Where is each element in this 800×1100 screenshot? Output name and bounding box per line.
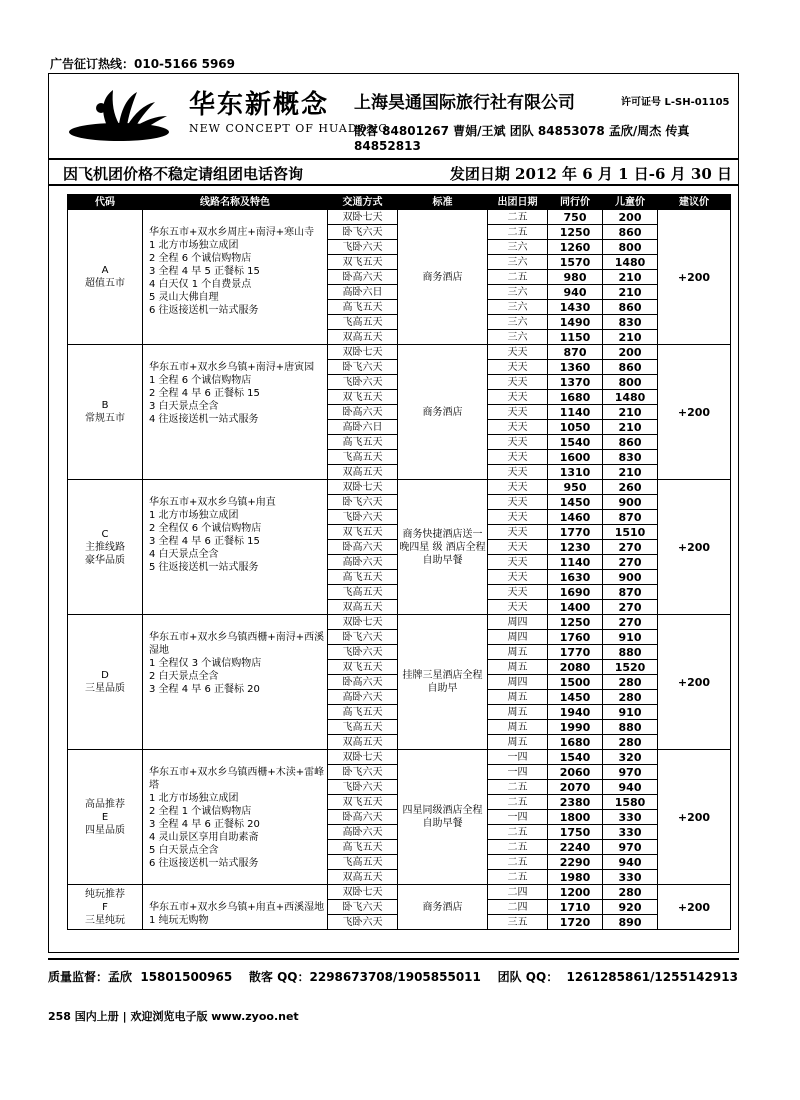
transport: 双卧七天 (328, 345, 398, 360)
route-feature: 3 全程 4 早 6 正餐标 20 (149, 819, 260, 830)
table-row (68, 210, 731, 225)
child-price: 860 (603, 225, 658, 240)
contact-numbers: 散客 84801267 曹娟/王斌 团队 84853078 孟欣/周杰 传真 84852813 (354, 124, 690, 153)
table-row (68, 345, 731, 360)
transport: 双高五天 (328, 735, 398, 750)
transport: 双卧七天 (328, 750, 398, 765)
peer-price: 1720 (548, 915, 603, 930)
route-code-line: 超值五市 (85, 278, 125, 289)
suggested-price: +200 (658, 885, 731, 930)
child-price: 280 (603, 735, 658, 750)
route-feature: 4 白天仅 1 个自费景点 (149, 279, 252, 290)
quality-supervisor: 质量监督：孟欣 15801500965 (48, 970, 233, 984)
peer-price: 1450 (548, 495, 603, 510)
route-feature: 6 往返接送机一站式服务 (149, 858, 259, 869)
peer-price: 1800 (548, 810, 603, 825)
transport: 卧飞六天 (328, 765, 398, 780)
departure-day: 一四 (488, 810, 548, 825)
hotel-standard: 商务快捷酒店送一晚四星 级 酒店全程自助早餐 (398, 480, 488, 615)
child-price: 200 (603, 210, 658, 225)
route-code (68, 615, 143, 750)
route-feature: 5 灵山大佛自理 (149, 292, 219, 303)
peer-price: 1980 (548, 870, 603, 885)
departure-day: 天天 (488, 600, 548, 615)
table-row (68, 615, 731, 630)
child-price: 970 (603, 840, 658, 855)
col-code: 代码 (68, 195, 143, 210)
departure-day: 天天 (488, 510, 548, 525)
route-feature: 1 全程仅 3 个诚信购物店 (149, 658, 262, 669)
peer-price: 1360 (548, 360, 603, 375)
departure-day: 三六 (488, 300, 548, 315)
peer-price: 2380 (548, 795, 603, 810)
departure-day: 天天 (488, 555, 548, 570)
route-feature: 2 全程 4 早 6 正餐标 15 (149, 388, 260, 399)
child-price: 210 (603, 420, 658, 435)
transport: 双飞五天 (328, 525, 398, 540)
table-row (68, 750, 731, 765)
peer-price: 1500 (548, 675, 603, 690)
ad-hotline: 广告征订热线：010-5166 5969 (50, 57, 236, 71)
transport: 高卧六日 (328, 285, 398, 300)
child-price: 200 (603, 345, 658, 360)
peer-price: 1150 (548, 330, 603, 345)
departure-day: 天天 (488, 495, 548, 510)
child-price: 940 (603, 855, 658, 870)
col-route: 线路名称及特色 (143, 195, 328, 210)
footer-contacts (48, 968, 738, 985)
hotel-standard: 挂牌三星酒店全程自助早 (398, 615, 488, 750)
route-feature: 1 纯玩无购物 (149, 915, 209, 926)
company-name: 上海昊通国际旅行社有限公司 (354, 93, 575, 113)
child-price: 1480 (603, 390, 658, 405)
peer-price: 2290 (548, 855, 603, 870)
peer-price: 2070 (548, 780, 603, 795)
child-price: 830 (603, 315, 658, 330)
transport: 飞卧六天 (328, 645, 398, 660)
route-feature: 3 全程 4 早 6 正餐标 20 (149, 684, 260, 695)
child-price: 1480 (603, 255, 658, 270)
transport: 高飞五天 (328, 300, 398, 315)
route-feature: 华东五市+双水乡乌镇+甪直 (149, 497, 276, 508)
departure-day: 天天 (488, 540, 548, 555)
route-code-line: 三星纯玩 (85, 914, 125, 926)
hotel-standard: 商务酒店 (398, 345, 488, 480)
child-price: 900 (603, 495, 658, 510)
child-price: 330 (603, 870, 658, 885)
price-table (67, 194, 731, 930)
child-price: 860 (603, 435, 658, 450)
route-feature: 华东五市+双水乡乌镇+甪直+西溪湿地 (149, 902, 325, 913)
departure-dates: 发团日期 2012 年 6 月 1 日-6 月 30 日 (449, 165, 732, 183)
transport: 飞卧六天 (328, 240, 398, 255)
peer-price: 1680 (548, 390, 603, 405)
peer-price: 1230 (548, 540, 603, 555)
peer-price: 1200 (548, 885, 603, 900)
route-feature: 2 全程仅 6 个诚信购物店 (149, 523, 262, 534)
departure-day: 一四 (488, 750, 548, 765)
footer-divider (48, 958, 739, 960)
transport: 双卧七天 (328, 210, 398, 225)
departure-day: 三六 (488, 330, 548, 345)
table-body (68, 210, 731, 930)
departure-day: 周五 (488, 735, 548, 750)
transport: 飞高五天 (328, 585, 398, 600)
page-footer: 258 国内上册 | 欢迎浏览电子版 www.zyoo.net (48, 1010, 299, 1023)
transport: 双飞五天 (328, 390, 398, 405)
departure-day: 二五 (488, 780, 548, 795)
peer-price: 1490 (548, 315, 603, 330)
transport: 飞高五天 (328, 450, 398, 465)
departure-day: 天天 (488, 465, 548, 480)
route-feature: 6 往返接送机一站式服务 (149, 305, 259, 316)
peer-price: 1370 (548, 375, 603, 390)
route-feature: 4 白天景点全含 (149, 549, 219, 560)
departure-day: 天天 (488, 420, 548, 435)
transport: 高飞五天 (328, 435, 398, 450)
child-price: 870 (603, 585, 658, 600)
route-feature: 5 往返接送机一站式服务 (149, 562, 259, 573)
qq-group: 团队 QQ： 1261285861/1255142913 (497, 970, 738, 984)
child-price: 270 (603, 600, 658, 615)
departure-day: 二五 (488, 840, 548, 855)
child-price: 280 (603, 885, 658, 900)
peer-price: 1250 (548, 615, 603, 630)
route-feature: 1 北方市场独立成团 (149, 510, 239, 521)
departure-day: 三五 (488, 915, 548, 930)
route-description (143, 345, 328, 480)
route-description (143, 615, 328, 750)
child-price: 320 (603, 750, 658, 765)
child-price: 270 (603, 555, 658, 570)
peer-price: 2080 (548, 660, 603, 675)
route-code-line: F (102, 901, 108, 913)
departure-day: 二五 (488, 855, 548, 870)
hotel-standard: 四星同级酒店全程自助早餐 (398, 750, 488, 885)
route-feature: 2 白天景点全含 (149, 671, 219, 682)
peer-price: 1430 (548, 300, 603, 315)
departure-day: 天天 (488, 390, 548, 405)
route-feature: 4 灵山景区享用自助素斋 (149, 832, 259, 843)
departure-day: 二四 (488, 900, 548, 915)
transport: 飞卧六天 (328, 915, 398, 930)
transport: 双飞五天 (328, 255, 398, 270)
transport: 飞卧六天 (328, 510, 398, 525)
suggested-price: +200 (658, 345, 731, 480)
brand-english: NEW CONCEPT OF HUADONG (189, 122, 389, 135)
transport: 卧飞六天 (328, 495, 398, 510)
transport: 卧高六天 (328, 810, 398, 825)
transport: 卧高六天 (328, 540, 398, 555)
route-feature: 华东五市+双水乡乌镇+南浔+唐寅园 (149, 362, 315, 373)
departure-day: 天天 (488, 435, 548, 450)
hand-logo-icon (67, 82, 177, 144)
transport: 卧高六天 (328, 405, 398, 420)
route-code-line: A (101, 265, 109, 276)
departure-day: 三六 (488, 285, 548, 300)
route-feature: 华东五市+双水乡周庄+南浔+寒山寺 (149, 227, 315, 238)
departure-day: 二五 (488, 225, 548, 240)
peer-price: 2240 (548, 840, 603, 855)
transport: 高卧六天 (328, 825, 398, 840)
child-price: 880 (603, 645, 658, 660)
peer-price: 1250 (548, 225, 603, 240)
route-description (143, 750, 328, 885)
route-feature: 4 往返接送机一站式服务 (149, 414, 259, 425)
transport: 双高五天 (328, 465, 398, 480)
route-feature: 1 全程 6 个诚信购物店 (149, 375, 252, 386)
departure-day: 周五 (488, 645, 548, 660)
transport: 高卧六天 (328, 555, 398, 570)
peer-price: 1400 (548, 600, 603, 615)
col-suggested-price: 建议价 (658, 195, 731, 210)
peer-price: 1450 (548, 690, 603, 705)
peer-price: 1690 (548, 585, 603, 600)
transport: 双飞五天 (328, 660, 398, 675)
child-price: 800 (603, 240, 658, 255)
departure-day: 三六 (488, 315, 548, 330)
route-description (143, 885, 328, 930)
col-child-price: 儿童价 (603, 195, 658, 210)
peer-price: 1140 (548, 555, 603, 570)
brand-name: 华东新概念 (189, 90, 330, 120)
transport: 双飞五天 (328, 795, 398, 810)
child-price: 880 (603, 720, 658, 735)
suggested-price: +200 (658, 615, 731, 750)
transport: 卧飞六天 (328, 360, 398, 375)
transport: 卧高六天 (328, 270, 398, 285)
transport: 双高五天 (328, 330, 398, 345)
hotel-standard: 商务酒店 (398, 210, 488, 345)
child-price: 870 (603, 510, 658, 525)
transport: 卧高六天 (328, 675, 398, 690)
departure-day: 周五 (488, 720, 548, 735)
qq-individual: 散客 QQ：2298673708/1905855011 (248, 970, 481, 984)
route-code-line: 四星品质 (85, 824, 125, 836)
child-price: 280 (603, 675, 658, 690)
route-code-line: E (101, 811, 109, 823)
route-code-line: 豪华品质 (85, 554, 125, 566)
peer-price: 1760 (548, 630, 603, 645)
route-description (143, 480, 328, 615)
departure-day: 周五 (488, 690, 548, 705)
child-price: 260 (603, 480, 658, 495)
suggested-price: +200 (658, 750, 731, 885)
transport: 飞高五天 (328, 855, 398, 870)
departure-day: 周四 (488, 675, 548, 690)
child-price: 210 (603, 285, 658, 300)
child-price: 860 (603, 300, 658, 315)
table-row (68, 480, 731, 495)
child-price: 970 (603, 765, 658, 780)
peer-price: 940 (548, 285, 603, 300)
child-price: 920 (603, 900, 658, 915)
transport: 飞卧六天 (328, 375, 398, 390)
departure-day: 二五 (488, 210, 548, 225)
child-price: 210 (603, 465, 658, 480)
child-price: 800 (603, 375, 658, 390)
transport: 双高五天 (328, 870, 398, 885)
child-price: 210 (603, 330, 658, 345)
table-header (68, 195, 731, 210)
peer-price: 1630 (548, 570, 603, 585)
col-departure: 出团日期 (488, 195, 548, 210)
departure-day: 二五 (488, 870, 548, 885)
table-row (68, 885, 731, 900)
transport: 高卧六日 (328, 420, 398, 435)
departure-day: 天天 (488, 345, 548, 360)
departure-day: 天天 (488, 450, 548, 465)
departure-day: 天天 (488, 405, 548, 420)
transport: 飞高五天 (328, 315, 398, 330)
hotel-standard: 商务酒店 (398, 885, 488, 930)
route-feature: 3 白天景点全含 (149, 401, 219, 412)
peer-price: 980 (548, 270, 603, 285)
col-transport: 交通方式 (328, 195, 398, 210)
col-standard: 标准 (398, 195, 488, 210)
col-peer-price: 同行价 (548, 195, 603, 210)
route-feature: 3 全程 4 早 6 正餐标 15 (149, 536, 260, 547)
peer-price: 1750 (548, 825, 603, 840)
departure-day: 天天 (488, 585, 548, 600)
license-number: 许可证号 L-SH-01105 (621, 97, 730, 108)
route-feature: 3 全程 4 早 5 正餐标 15 (149, 266, 260, 277)
child-price: 910 (603, 705, 658, 720)
route-code (68, 345, 143, 480)
route-code-line: 纯玩推荐 (85, 888, 125, 900)
notice-price-warning: 因飞机团价格不稳定请组团电话咨询 (63, 165, 304, 183)
transport: 双卧七天 (328, 480, 398, 495)
peer-price: 1570 (548, 255, 603, 270)
child-price: 910 (603, 630, 658, 645)
peer-price: 1990 (548, 720, 603, 735)
child-price: 860 (603, 360, 658, 375)
peer-price: 1940 (548, 705, 603, 720)
child-price: 900 (603, 570, 658, 585)
peer-price: 1710 (548, 900, 603, 915)
route-code (68, 210, 143, 345)
suggested-price: +200 (658, 480, 731, 615)
child-price: 330 (603, 810, 658, 825)
departure-day: 周四 (488, 630, 548, 645)
transport: 高飞五天 (328, 840, 398, 855)
route-code (68, 480, 143, 615)
child-price: 890 (603, 915, 658, 930)
transport: 飞卧六天 (328, 780, 398, 795)
route-feature: 1 北方市场独立成团 (149, 793, 239, 804)
peer-price: 1310 (548, 465, 603, 480)
departure-day: 天天 (488, 375, 548, 390)
child-price: 1580 (603, 795, 658, 810)
departure-day: 二五 (488, 825, 548, 840)
peer-price: 1770 (548, 525, 603, 540)
child-price: 1520 (603, 660, 658, 675)
departure-day: 二四 (488, 885, 548, 900)
route-code (68, 885, 143, 930)
transport: 高飞五天 (328, 705, 398, 720)
departure-day: 三六 (488, 240, 548, 255)
child-price: 270 (603, 540, 658, 555)
route-code-line: D (101, 670, 109, 681)
route-feature: 2 全程 1 个诚信购物店 (149, 806, 252, 817)
departure-day: 一四 (488, 765, 548, 780)
departure-day: 二五 (488, 795, 548, 810)
transport: 卧飞六天 (328, 630, 398, 645)
route-code-line: 三星品质 (85, 683, 125, 694)
departure-day: 周五 (488, 660, 548, 675)
departure-day: 三六 (488, 255, 548, 270)
route-code-line: 高品推荐 (85, 798, 125, 810)
child-price: 1510 (603, 525, 658, 540)
transport: 卧飞六天 (328, 225, 398, 240)
route-feature: 华东五市+双水乡乌镇西栅+木渎+雷峰塔 (149, 767, 325, 791)
peer-price: 1770 (548, 645, 603, 660)
notice-bar (49, 158, 738, 186)
route-feature: 1 北方市场独立成团 (149, 240, 239, 251)
peer-price: 1050 (548, 420, 603, 435)
route-code (68, 750, 143, 885)
route-code-line: B (101, 400, 109, 411)
child-price: 330 (603, 825, 658, 840)
peer-price: 2060 (548, 765, 603, 780)
child-price: 210 (603, 270, 658, 285)
departure-day: 天天 (488, 570, 548, 585)
departure-day: 二五 (488, 270, 548, 285)
child-price: 830 (603, 450, 658, 465)
route-code-line: C (101, 528, 109, 540)
transport: 双卧七天 (328, 615, 398, 630)
peer-price: 1680 (548, 735, 603, 750)
route-feature: 2 全程 6 个诚信购物店 (149, 253, 252, 264)
header (49, 74, 738, 156)
transport: 双高五天 (328, 600, 398, 615)
peer-price: 1600 (548, 450, 603, 465)
route-feature: 5 白天景点全含 (149, 845, 219, 856)
transport: 飞高五天 (328, 720, 398, 735)
departure-day: 天天 (488, 525, 548, 540)
child-price: 270 (603, 615, 658, 630)
peer-price: 870 (548, 345, 603, 360)
peer-price: 1460 (548, 510, 603, 525)
departure-day: 天天 (488, 360, 548, 375)
transport: 高卧六天 (328, 690, 398, 705)
child-price: 940 (603, 780, 658, 795)
child-price: 280 (603, 690, 658, 705)
departure-day: 周五 (488, 705, 548, 720)
suggested-price: +200 (658, 210, 731, 345)
transport: 卧飞六天 (328, 900, 398, 915)
departure-day: 天天 (488, 480, 548, 495)
transport: 双卧七天 (328, 885, 398, 900)
peer-price: 750 (548, 210, 603, 225)
peer-price: 1260 (548, 240, 603, 255)
route-description (143, 210, 328, 345)
peer-price: 1540 (548, 435, 603, 450)
route-code-line: 主推线路 (85, 541, 125, 553)
peer-price: 1540 (548, 750, 603, 765)
route-feature: 华东五市+双水乡乌镇西栅+南浔+西溪湿地 (149, 632, 325, 656)
peer-price: 950 (548, 480, 603, 495)
transport: 高飞五天 (328, 570, 398, 585)
route-code-line: 常规五市 (85, 413, 125, 424)
price-sheet (48, 73, 739, 953)
departure-day: 周四 (488, 615, 548, 630)
peer-price: 1140 (548, 405, 603, 420)
child-price: 210 (603, 405, 658, 420)
